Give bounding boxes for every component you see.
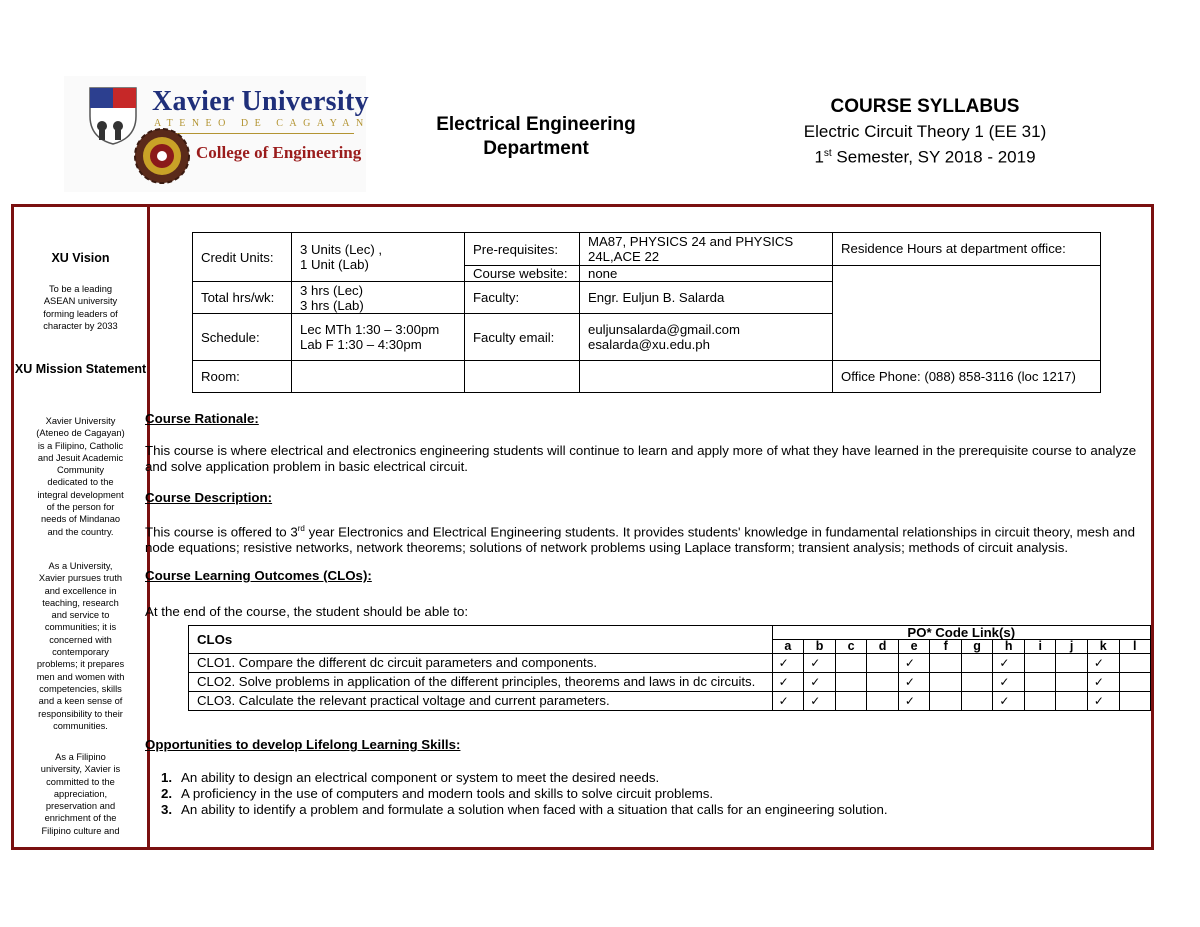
room-empty-2 — [580, 361, 833, 393]
clo-row — [189, 692, 1151, 711]
clo-link-e: ✓ — [898, 673, 930, 692]
mission-paragraph-3: As a Filipino university, Xavier is committed to the appreciation, preservation and enrichment of the Filipino culture and — [40, 752, 121, 836]
lifelong-item — [161, 802, 888, 818]
credit-units-label: Credit Units: — [193, 233, 292, 282]
clo-link-e: ✓ — [898, 692, 930, 711]
residence-hours-value — [833, 266, 1101, 361]
course-info-table — [192, 232, 1101, 393]
po-code-j: j — [1056, 640, 1087, 654]
total-hrs-label: Total hrs/wk: — [193, 282, 292, 314]
university-logo — [64, 76, 370, 192]
prereq-line2: 24L,ACE 22 — [588, 249, 660, 264]
clo-text: CLO1. Compare the different dc circuit parameters and components. — [189, 654, 773, 673]
total-hrs-line2: 3 hrs (Lab) — [300, 297, 364, 313]
clo-link-c — [835, 692, 866, 711]
mission-paragraph-1: Xavier University (Ateneo de Cagayan) is a Filipino, Catholic and Jesuit Academic Community dedicated to the integral development of the person for needs of Mindanao and the country. — [36, 416, 125, 537]
department-line2: Department — [483, 138, 589, 159]
clo-link-h: ✓ — [993, 654, 1025, 673]
po-code-l: l — [1119, 640, 1150, 654]
outcomes-heading-text: Course Learning Outcomes (CLOs): — [145, 568, 372, 583]
clo-link-g — [961, 692, 992, 711]
description-before: This course is offered to 3 — [145, 524, 298, 540]
total-hrs-value — [292, 282, 465, 314]
sidebar — [14, 207, 147, 847]
po-code-f: f — [930, 640, 961, 654]
lifelong-item — [161, 770, 888, 786]
logo-ateneo-text: ATENEO DE CAGAYAN — [154, 118, 370, 129]
po-column-header: PO* Code Link(s) — [772, 626, 1150, 640]
clo-link-b: ✓ — [804, 654, 836, 673]
lifelong-text: An ability to design an electrical component or system to meet the desired needs. — [181, 770, 660, 785]
lifelong-num: 3. — [161, 802, 173, 817]
faculty-value: Engr. Euljun B. Salarda — [580, 282, 833, 314]
rationale-heading — [145, 411, 259, 427]
clo-link-d — [867, 654, 898, 673]
clo-table — [188, 625, 1151, 711]
room-label: Room: — [193, 361, 292, 393]
clo-link-h: ✓ — [993, 692, 1025, 711]
lifelong-text: A proficiency in the use of computers and modern tools and skills to solve circuit problems. — [181, 786, 714, 801]
clo-column-header: CLOs — [189, 626, 773, 654]
po-code-g: g — [961, 640, 992, 654]
po-code-a: a — [772, 640, 804, 654]
clo-link-a: ✓ — [772, 692, 804, 711]
schedule-line2: Lab F 1:30 – 4:30pm — [300, 337, 422, 352]
syllabus-title: COURSE SYLLABUS — [830, 96, 1020, 117]
syllabus-heading — [760, 96, 1090, 169]
clo-link-g — [961, 673, 992, 692]
vision-text: To be a leading ASEAN university forming leaders of character by 2033 — [43, 284, 118, 331]
clo-link-f — [930, 654, 961, 673]
lifelong-num: 2. — [161, 786, 173, 801]
clo-link-l — [1119, 692, 1150, 711]
clo-link-h: ✓ — [993, 673, 1025, 692]
faculty-email-value — [580, 314, 833, 361]
semester-suffix: st — [823, 148, 832, 159]
mission-title — [14, 362, 147, 377]
rationale-text: This course is where electrical and electronics engineering students will continue to learn and apply more of what they have learned in the prerequisite course to analyze and solve application problem in basic electrical circuit. — [145, 443, 1137, 474]
semester-ordinal: 1 — [814, 147, 824, 167]
clo-link-l — [1119, 654, 1150, 673]
prereq-value — [580, 233, 833, 266]
clo-link-d — [867, 673, 898, 692]
po-code-i: i — [1025, 640, 1056, 654]
clo-link-c — [835, 673, 866, 692]
rationale-heading-text: Course Rationale: — [145, 411, 259, 426]
office-phone: Office Phone: (088) 858-3116 (loc 1217) — [833, 361, 1101, 393]
schedule-line1: Lec MTh 1:30 – 3:00pm — [300, 322, 440, 337]
schedule-value — [292, 314, 465, 361]
clo-link-j — [1056, 654, 1087, 673]
website-label: Course website: — [465, 266, 580, 282]
mission-paragraph-2: As a University, Xavier pursues truth and excellence in teaching, research and service to communities; it is concerned with contemporary problems; it prepares men and women with competencies, skills and a keen sense of responsibility to their communities. — [36, 561, 125, 731]
clo-row — [189, 654, 1151, 673]
clo-link-j — [1056, 673, 1087, 692]
po-code-c: c — [835, 640, 866, 654]
clo-link-c — [835, 654, 866, 673]
clo-link-e: ✓ — [898, 654, 930, 673]
po-code-k: k — [1087, 640, 1119, 654]
lifelong-list — [161, 770, 888, 818]
course-name: Electric Circuit Theory 1 (EE 31) — [803, 122, 1047, 141]
clo-link-j — [1056, 692, 1087, 711]
lifelong-item — [161, 786, 888, 802]
semester-rest: Semester, SY 2018 - 2019 — [831, 147, 1036, 167]
clo-link-a: ✓ — [772, 673, 804, 692]
logo-university-name: Xavier University — [152, 86, 369, 117]
lifelong-heading-text: Opportunities to develop Lifelong Learning Skills: — [145, 737, 461, 752]
room-value — [292, 361, 465, 393]
room-empty-1 — [465, 361, 580, 393]
faculty-label: Faculty: — [465, 282, 580, 314]
schedule-label: Schedule: — [193, 314, 292, 361]
credit-units-line2: 1 Unit (Lab) — [300, 257, 369, 272]
outcomes-heading — [145, 568, 372, 584]
clo-link-l — [1119, 673, 1150, 692]
clo-link-k: ✓ — [1087, 654, 1119, 673]
faculty-email-label: Faculty email: — [465, 314, 580, 361]
department-line1: Electrical Engineering — [436, 114, 636, 135]
clo-text: CLO2. Solve problems in application of the different principles, theorems and laws in dc circuits. — [189, 673, 773, 692]
clo-link-k: ✓ — [1087, 692, 1119, 711]
vision-title: XU Vision — [51, 251, 110, 265]
syllabus-frame — [11, 204, 1154, 850]
clo-link-f — [930, 673, 961, 692]
email-line2: esalarda@xu.edu.ph — [588, 337, 710, 352]
engineering-gear-icon — [132, 126, 192, 186]
clo-row — [189, 673, 1151, 692]
email-line1: euljunsalarda@gmail.com — [588, 322, 740, 337]
residence-hours-label: Residence Hours at department office: — [833, 233, 1101, 266]
po-code-b: b — [804, 640, 836, 654]
prereq-line1: MA87, PHYSICS 24 and PHYSICS — [588, 234, 794, 249]
credit-units-value — [292, 233, 465, 282]
university-seal-icon — [88, 86, 138, 146]
prereq-label: Pre-requisites: — [465, 233, 580, 266]
credit-units-line1: 3 Units (Lec) , — [300, 242, 383, 257]
description-after: year Electronics and Electrical Engineering students. It provides students' knowledge in fundamental relationships in circuit theory, mesh and node equations; resistive networks, network theorems; solutions of network problems using Laplace transform; transient analysis; methods of circuit analysis. — [145, 524, 1135, 556]
lifelong-text: An ability to identify a problem and formulate a solution when faced with a situation that calls for an engineering solution. — [181, 802, 888, 817]
clo-text: CLO3. Calculate the relevant practical voltage and current parameters. — [189, 692, 773, 711]
clo-link-i — [1025, 692, 1056, 711]
clo-link-i — [1025, 673, 1056, 692]
po-code-h: h — [993, 640, 1025, 654]
website-value: none — [580, 266, 833, 282]
clo-link-g — [961, 654, 992, 673]
clo-link-a: ✓ — [772, 654, 804, 673]
clo-link-i — [1025, 654, 1056, 673]
clo-link-d — [867, 692, 898, 711]
po-code-d: d — [867, 640, 898, 654]
description-sup: rd — [297, 524, 305, 533]
description-text — [145, 521, 1145, 556]
clo-link-k: ✓ — [1087, 673, 1119, 692]
total-hrs-line1: 3 hrs (Lec) — [300, 282, 364, 298]
description-heading — [145, 490, 272, 506]
mission-title-text: XU Mission Statement — [14, 362, 147, 376]
clo-link-f — [930, 692, 961, 711]
department-title — [400, 113, 672, 161]
logo-college-name: College of Engineering — [196, 143, 362, 162]
po-code-e: e — [898, 640, 930, 654]
clo-link-b: ✓ — [804, 692, 836, 711]
semester — [760, 143, 1090, 169]
clo-link-b: ✓ — [804, 673, 836, 692]
outcomes-intro: At the end of the course, the student should be able to: — [145, 604, 469, 619]
description-heading-text: Course Description: — [145, 490, 273, 505]
lifelong-num: 1. — [161, 770, 173, 785]
lifelong-heading — [145, 737, 460, 753]
